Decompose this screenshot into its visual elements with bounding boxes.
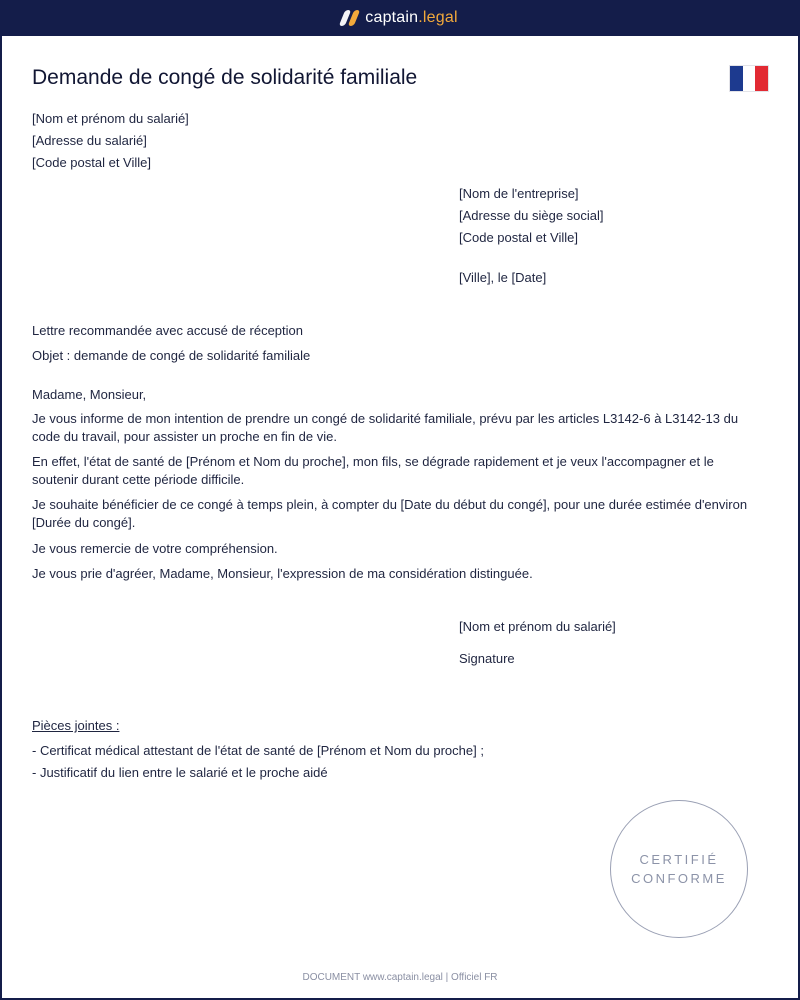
recipient-company: [Nom de l'entreprise] [459, 186, 579, 201]
document-title: Demande de congé de solidarité familiale [32, 66, 418, 89]
signature-name: [Nom et prénom du salarié] [459, 619, 616, 634]
footer: DOCUMENT www.captain.legal | Officiel FR [302, 972, 498, 983]
attachment-item: - Justificatif du lien entre le salarié et le proche aidé [32, 765, 328, 780]
attachment-item: - Certificat médical attestant de l'état de santé de [Prénom et Nom du proche] ; [32, 743, 484, 758]
certified-stamp [610, 800, 748, 938]
paragraph-closing: Je vous prie d'agréer, Madame, Monsieur, l'expression de ma considération distinguée. [32, 566, 533, 581]
sender-city: [Code postal et Ville] [32, 155, 151, 170]
stamp-line: CONFORME [631, 871, 727, 886]
captain-legal-logo-icon [342, 10, 357, 26]
stamp-line: CERTIFIÉ [639, 852, 719, 867]
delivery-mode: Lettre recommandée avec accusé de réception [32, 323, 303, 338]
brand[interactable] [342, 9, 457, 27]
paragraph-reason: En effet, l'état de santé de [Prénom et Nom du proche], mon fils, se dégrade rapidement et je veux l'accompagner et le soutenir durant cette période difficile. [32, 454, 714, 487]
attachments-title: Pièces jointes : [32, 718, 120, 733]
sender-block [32, 108, 189, 174]
france-flag-icon [729, 65, 769, 92]
paragraph-intent: Je vous informe de mon intention de prendre un congé de solidarité familiale, prévu par les articles L3142-6 à L3142-13 du code du travail, pour assister un proche en fin de vie. [32, 411, 739, 444]
subject-line: Objet : demande de congé de solidarité familiale [32, 348, 311, 363]
place-date: [Ville], le [Date] [459, 270, 547, 285]
salutation: Madame, Monsieur, [32, 387, 147, 402]
paragraph-thanks: Je vous remercie de votre compréhension. [32, 541, 278, 556]
brand-name: captain.legal [365, 9, 458, 26]
recipient-address: [Adresse du siège social] [459, 208, 604, 223]
paragraph-duration: Je souhaite bénéficier de ce congé à temps plein, à compter du [Date du début du congé], pour une durée estimée d'environ [Durée du congé]. [32, 497, 748, 530]
sender-name: [Nom et prénom du salarié] [32, 111, 189, 126]
signature-label: Signature [459, 651, 515, 666]
top-bar [0, 0, 800, 36]
sender-address: [Adresse du salarié] [32, 133, 147, 148]
document-page [2, 36, 798, 998]
recipient-block [459, 183, 604, 249]
recipient-city: [Code postal et Ville] [459, 230, 578, 245]
